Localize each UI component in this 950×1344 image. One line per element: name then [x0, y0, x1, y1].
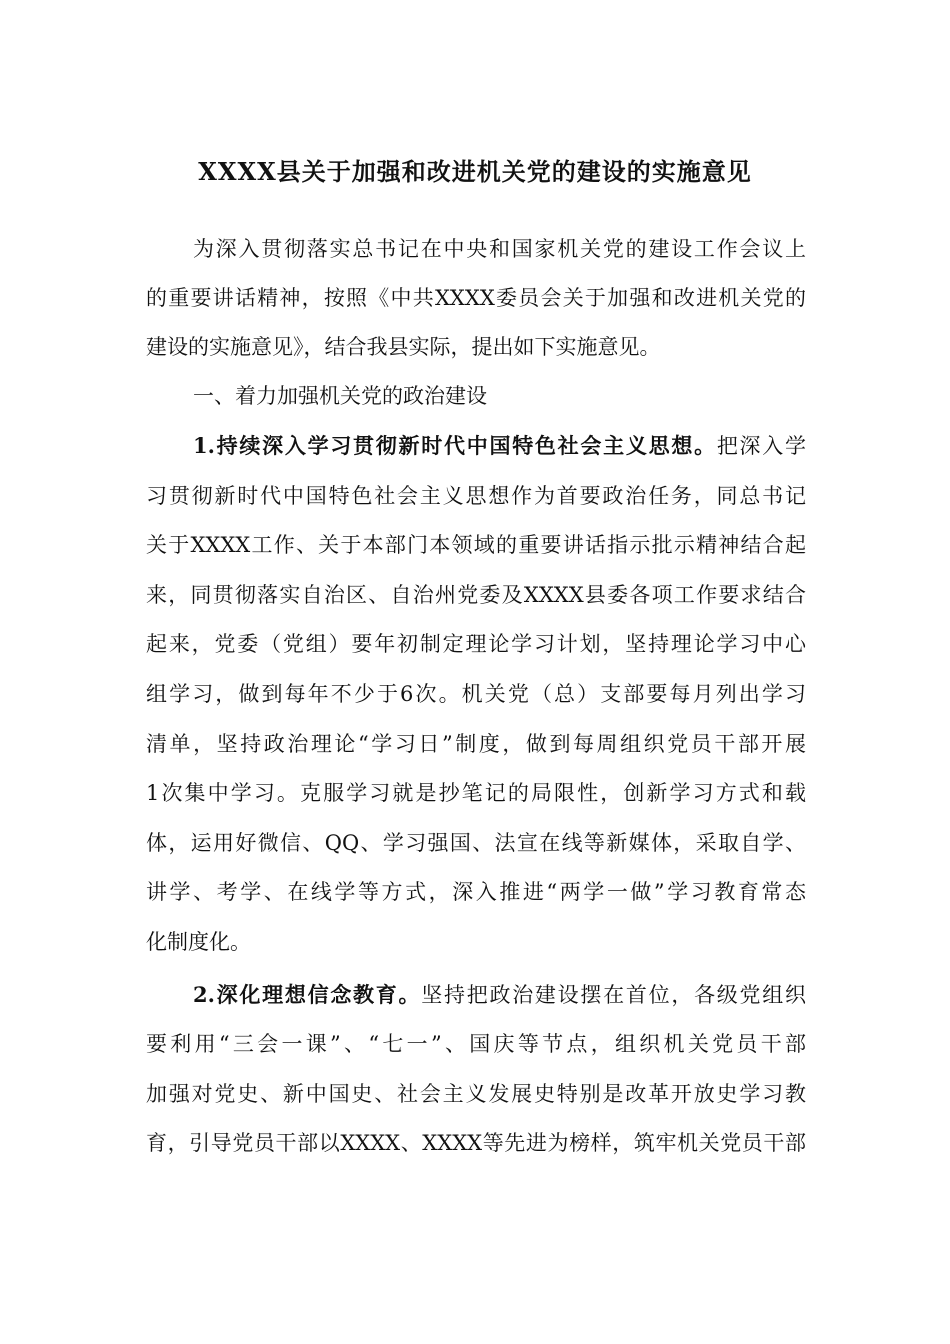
paragraph-line	[193, 421, 806, 471]
paragraph-line: 育，引导党员干部以XXXX、XXXX等先进为榜样，筑牢机关党员干部	[146, 1131, 806, 1155]
subsection-heading: 1.持续深入学习贯彻新时代中国特色社会主义思想。	[193, 433, 717, 458]
paragraph-line: 起来，党委（党组）要年初制定理论学习计划，坚持理论学习中心	[146, 632, 806, 656]
section-heading: 一、着力加强机关党的政治建设	[193, 384, 487, 408]
paragraph-line: 组学习，做到每年不少于6次。机关党（总）支部要每月列出学习	[146, 682, 806, 706]
paragraph-line: 建设的实施意见》，结合我县实际，提出如下实施意见。	[146, 335, 661, 359]
paragraph-text: 把深入学	[716, 434, 807, 458]
paragraph-line: 体，运用好微信、QQ、学习强国、法宣在线等新媒体，采取自学、	[146, 831, 806, 855]
paragraph-line: 的重要讲话精神，按照《中共XXXX委员会关于加强和改进机关党的	[146, 286, 806, 310]
paragraph-line: 化制度化。	[146, 930, 251, 954]
paragraph-line: 来，同贯彻落实自治区、自治州党委及XXXX县委各项工作要求结合	[146, 583, 806, 607]
paragraph-line: 清单，坚持政治理论“学习日”制度，做到每周组织党员干部开展	[146, 732, 806, 756]
paragraph-line: 为深入贯彻落实总书记在中央和国家机关党的建设工作会议上	[193, 237, 806, 261]
paragraph-line	[193, 970, 806, 1020]
paragraph-line: 加强对党史、新中国史、社会主义发展史特别是改革开放史学习教	[146, 1082, 806, 1106]
paragraph-line: 要利用“三会一课”、“七一”、国庆等节点，组织机关党员干部	[146, 1032, 806, 1056]
document-title: XXXX县关于加强和改进机关党的建设的实施意见	[198, 157, 752, 186]
paragraph-line: 习贯彻新时代中国特色社会主义思想作为首要政治任务，同总书记	[146, 484, 806, 508]
paragraph-text: 坚持把政治建设摆在首位，各级党组织	[421, 983, 806, 1007]
subsection-heading: 2.深化理想信念教育。	[193, 982, 422, 1007]
paragraph-line: 关于XXXX工作、关于本部门本领域的重要讲话指示批示精神结合起	[146, 533, 806, 557]
paragraph-line: 1次集中学习。克服学习就是抄笔记的局限性，创新学习方式和载	[146, 781, 806, 805]
paragraph-line: 讲学、考学、在线学等方式，深入推进“两学一做”学习教育常态	[146, 880, 806, 904]
